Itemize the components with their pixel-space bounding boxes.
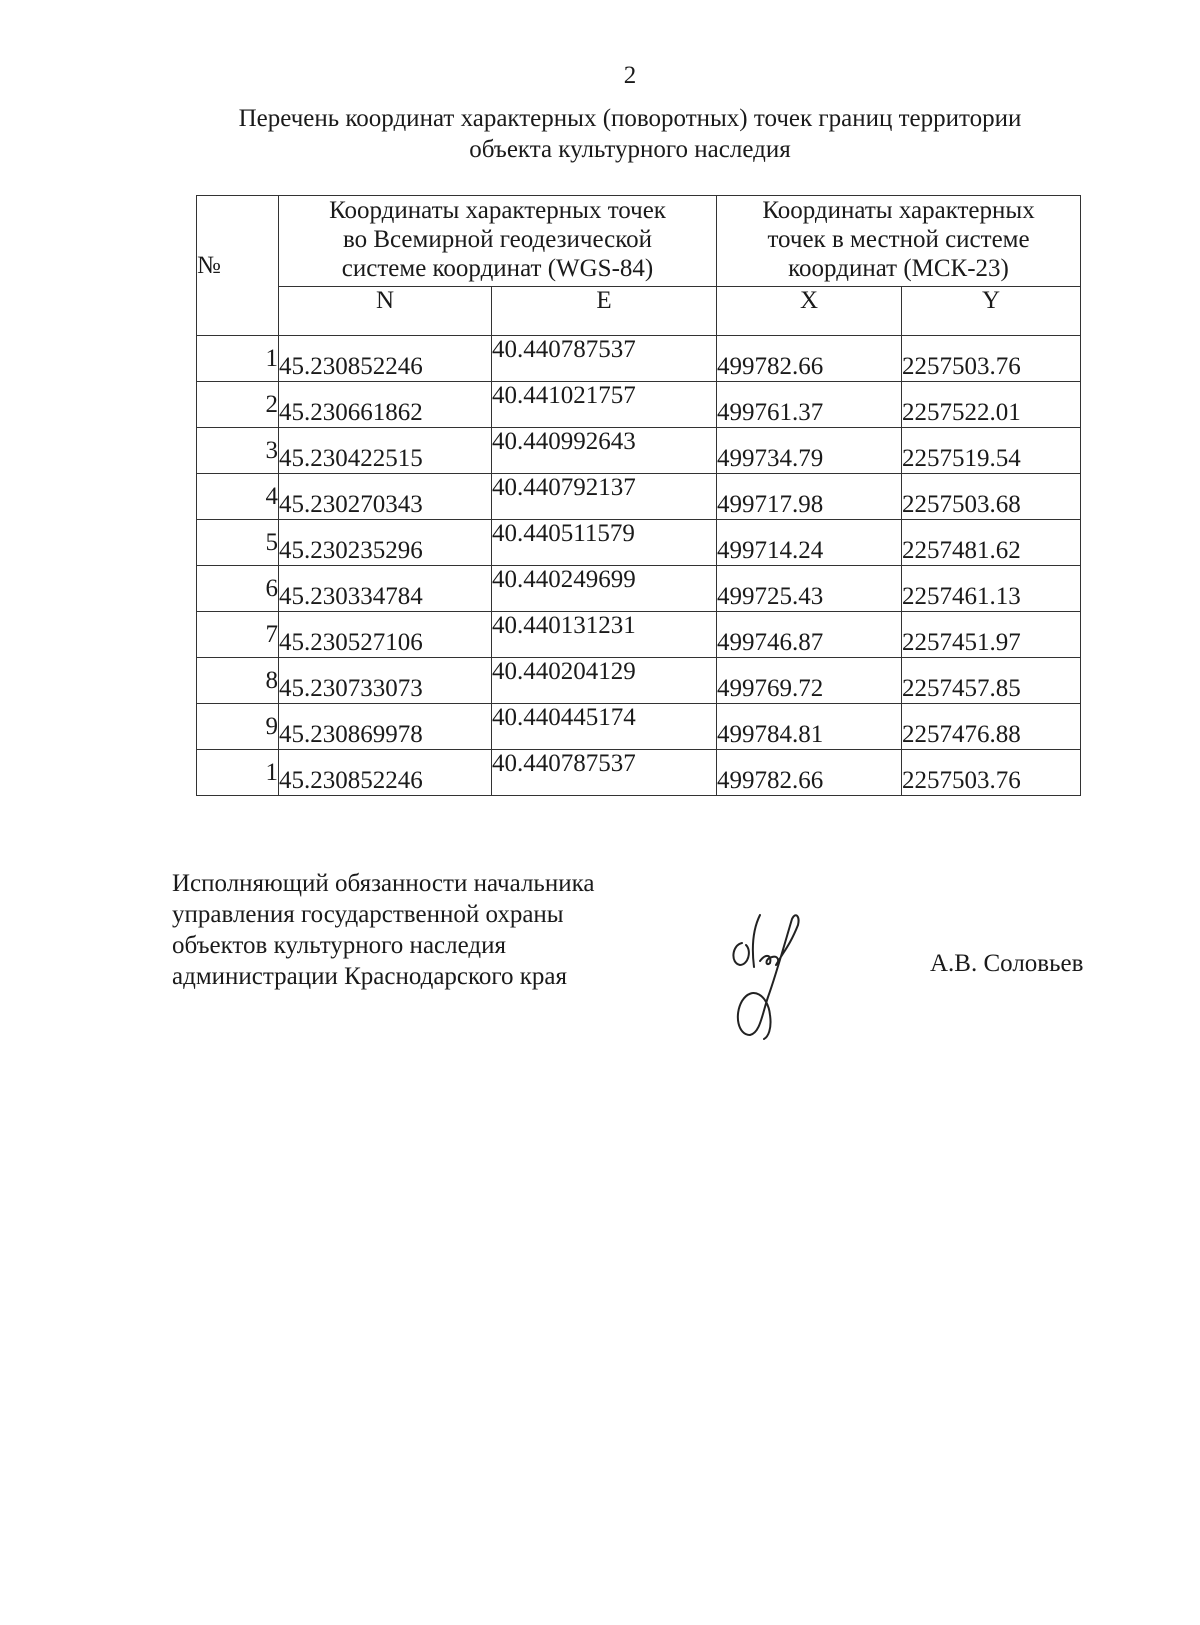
y-coordinate-cell: 2257457.85 bbox=[902, 658, 1081, 704]
latitude-n-cell: 45.230852246 bbox=[279, 750, 492, 796]
x-coordinate-cell: 499746.87 bbox=[717, 612, 902, 658]
x-coordinate-cell: 499761.37 bbox=[717, 382, 902, 428]
signer-position-line-4: администрации Краснодарского края bbox=[172, 963, 568, 990]
signer-name: А.В. Соловьев bbox=[930, 950, 1084, 977]
wgs84-header-line-1: Координаты характерных точек bbox=[329, 197, 666, 224]
longitude-e-cell: 40.441021757 bbox=[492, 382, 717, 428]
msk23-header-line-1: Координаты характерных bbox=[762, 197, 1035, 224]
number-column-header: № bbox=[197, 196, 279, 336]
document-title bbox=[150, 103, 1110, 165]
y-coordinate-cell: 2257522.01 bbox=[902, 382, 1081, 428]
page-number: 2 bbox=[623, 62, 637, 89]
coordinates-table bbox=[196, 195, 1081, 796]
point-number-cell: 4 bbox=[197, 474, 279, 520]
longitude-e-cell: 40.440792137 bbox=[492, 474, 717, 520]
point-number-cell: 8 bbox=[197, 658, 279, 704]
title-line-2: объекта культурного наследия bbox=[469, 136, 791, 163]
x-coordinate-cell: 499782.66 bbox=[717, 750, 902, 796]
latitude-n-cell: 45.230334784 bbox=[279, 566, 492, 612]
table-row bbox=[197, 658, 1081, 704]
y-coordinate-cell: 2257519.54 bbox=[902, 428, 1081, 474]
table-row bbox=[197, 750, 1081, 796]
point-number-cell: 3 bbox=[197, 428, 279, 474]
latitude-n-cell: 45.230270343 bbox=[279, 474, 492, 520]
point-number-cell: 1 bbox=[197, 750, 279, 796]
msk23-header-line-3: координат (МСК-23) bbox=[788, 255, 1009, 282]
point-number-cell: 2 bbox=[197, 382, 279, 428]
wgs84-header-line-3: системе координат (WGS-84) bbox=[341, 255, 654, 282]
latitude-n-cell: 45.230661862 bbox=[279, 382, 492, 428]
longitude-e-cell: 40.440511579 bbox=[492, 520, 717, 566]
point-number-cell: 5 bbox=[197, 520, 279, 566]
x-coordinate-cell: 499769.72 bbox=[717, 658, 902, 704]
longitude-e-cell: 40.440204129 bbox=[492, 658, 717, 704]
point-number-cell: 9 bbox=[197, 704, 279, 750]
y-coordinate-cell: 2257503.76 bbox=[902, 336, 1081, 382]
y-coordinate-cell: 2257451.97 bbox=[902, 612, 1081, 658]
table-row bbox=[197, 520, 1081, 566]
signer-position-line-1: Исполняющий обязанности начальника bbox=[172, 870, 595, 897]
x-coordinate-cell: 499782.66 bbox=[717, 336, 902, 382]
x-coordinate-cell: 499717.98 bbox=[717, 474, 902, 520]
longitude-e-cell: 40.440992643 bbox=[492, 428, 717, 474]
point-number-cell: 1 bbox=[197, 336, 279, 382]
y-column-header: Y bbox=[902, 287, 1081, 336]
latitude-n-cell: 45.230869978 bbox=[279, 704, 492, 750]
y-coordinate-cell: 2257503.68 bbox=[902, 474, 1081, 520]
x-coordinate-cell: 499734.79 bbox=[717, 428, 902, 474]
n-column-header: N bbox=[279, 287, 492, 336]
e-column-header: E bbox=[492, 287, 717, 336]
signer-position-line-3: объектов культурного наследия bbox=[172, 932, 506, 959]
y-coordinate-cell: 2257476.88 bbox=[902, 704, 1081, 750]
x-coordinate-cell: 499725.43 bbox=[717, 566, 902, 612]
table-row bbox=[197, 382, 1081, 428]
title-line-1: Перечень координат характерных (поворотных) точек границ территории bbox=[238, 105, 1022, 132]
y-coordinate-cell: 2257481.62 bbox=[902, 520, 1081, 566]
wgs84-header-line-2: во Всемирной геодезической bbox=[342, 226, 653, 253]
table-row bbox=[197, 474, 1081, 520]
x-coordinate-cell: 499784.81 bbox=[717, 704, 902, 750]
longitude-e-cell: 40.440787537 bbox=[492, 336, 717, 382]
table-row bbox=[197, 336, 1081, 382]
longitude-e-cell: 40.440131231 bbox=[492, 612, 717, 658]
wgs84-column-group-header bbox=[279, 196, 717, 287]
x-column-header: X bbox=[717, 287, 902, 336]
latitude-n-cell: 45.230733073 bbox=[279, 658, 492, 704]
msk23-header-line-2: точек в местной системе bbox=[767, 226, 1030, 253]
y-coordinate-cell: 2257503.76 bbox=[902, 750, 1081, 796]
point-number-cell: 6 bbox=[197, 566, 279, 612]
handwritten-signature bbox=[720, 905, 820, 1045]
x-coordinate-cell: 499714.24 bbox=[717, 520, 902, 566]
table-row bbox=[197, 612, 1081, 658]
longitude-e-cell: 40.440787537 bbox=[492, 750, 717, 796]
longitude-e-cell: 40.440445174 bbox=[492, 704, 717, 750]
point-number-cell: 7 bbox=[197, 612, 279, 658]
latitude-n-cell: 45.230422515 bbox=[279, 428, 492, 474]
latitude-n-cell: 45.230235296 bbox=[279, 520, 492, 566]
latitude-n-cell: 45.230852246 bbox=[279, 336, 492, 382]
table-row bbox=[197, 704, 1081, 750]
signer-position-line-2: управления государственной охраны bbox=[172, 901, 564, 928]
table-row bbox=[197, 566, 1081, 612]
table-row bbox=[197, 428, 1081, 474]
msk23-column-group-header bbox=[717, 196, 1081, 287]
latitude-n-cell: 45.230527106 bbox=[279, 612, 492, 658]
signer-position bbox=[172, 868, 594, 992]
y-coordinate-cell: 2257461.13 bbox=[902, 566, 1081, 612]
longitude-e-cell: 40.440249699 bbox=[492, 566, 717, 612]
